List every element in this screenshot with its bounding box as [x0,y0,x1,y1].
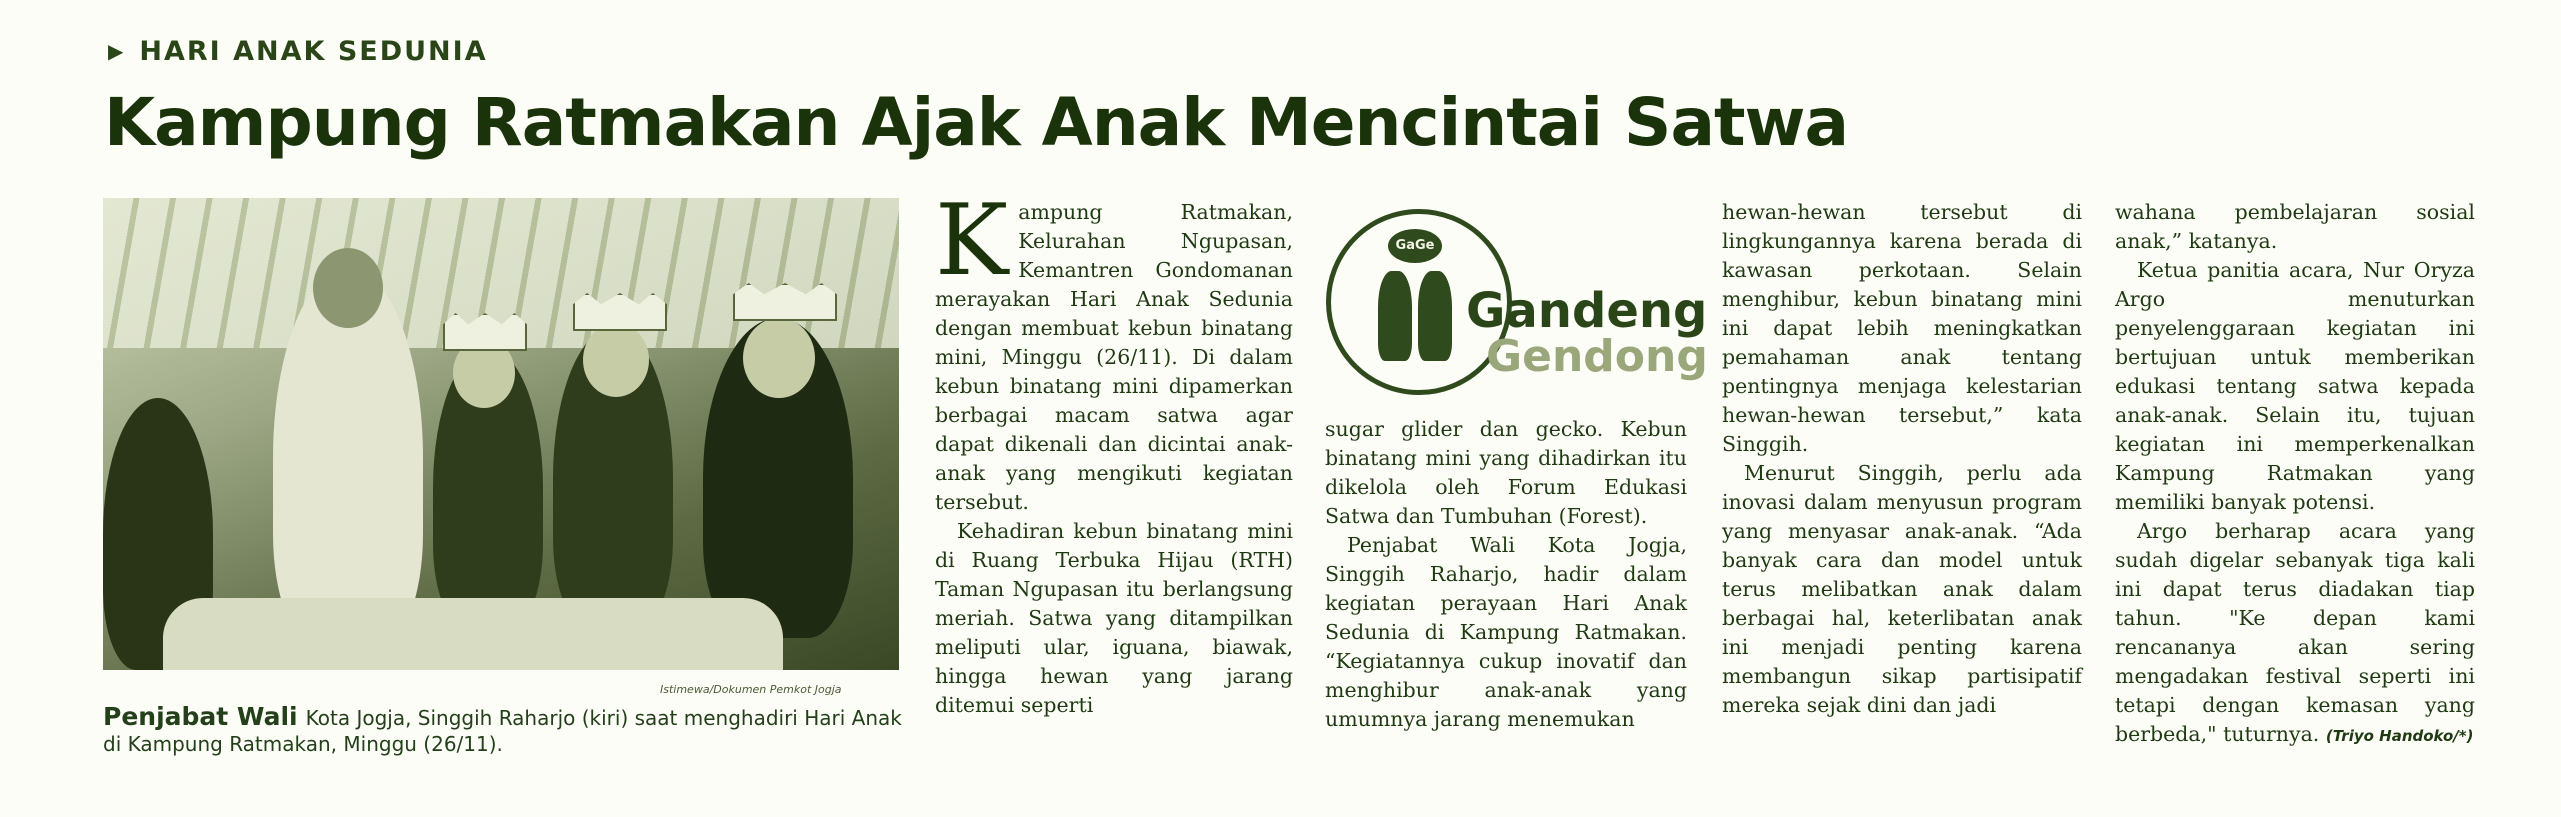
photo-crown [573,293,667,331]
kicker-text: HARI ANAK SEDUNIA [139,36,488,67]
drop-cap: K [935,184,1009,298]
article-paragraph: sugar glider dan gecko. Kebun binatang mini yang dihadirkan itu dikelola oleh Forum Edukasi Satwa dan Tumbuhan (Forest). [1325,417,1687,528]
article-column-1 [935,184,1293,720]
article-paragraph: hewan-hewan tersebut di lingkungannya karena berada di kawasan perkotaan. Selain menghibur, kebun binatang mini ini dapat lebih meningkatkan pemahaman anak tentang pentingnya menjaga kelestarian hewan-hewan tersebut,” kata Singgih. [1722,200,2082,456]
photo-credit: Istimewa/Dokumen Pemkot Jogja [660,683,842,696]
photo-crown [443,313,527,351]
logo-word-gandeng: Gandeng [1466,283,1708,339]
article-paragraph: Ketua panitia acara, Nur Oryza Argo menuturkan penyelenggaraan kegiatan ini bertujuan untuk memberikan edukasi tentang satwa kepada anak-anak. Selain itu, tujuan kegiatan ini memperkenalkan Kampung Ratmakan yang memiliki banyak potensi. [2115,258,2475,514]
article-paragraph: Kampung Ratmakan, Kelurahan Ngupasan, Kemantren Gondomanan merayakan Hari Anak Sedunia dengan membuat kebun binatang mini, Minggu (26/11). Di dalam kebun binatang mini dipamerkan berbagai macam satwa agar dapat dikenali dan dicintai anak-anak yang mengikuti kegiatan tersebut. [935,184,1293,514]
triangle-marker-icon: ▶ [108,39,126,63]
logo-person-icon [1378,271,1412,361]
author-credit: (Triyo Handoko/*) [2325,727,2474,745]
logo-word-gendong: Gendong [1486,331,1708,382]
caption-text: Kota Jogja, Singgih Raharjo (kiri) saat menghadiri Hari Anak di Kampung Ratmakan, Minggu (26/11). [103,706,902,756]
gandeng-gendong-logo [1318,205,1708,405]
photo-face [583,323,649,397]
article-paragraph: Kehadiran kebun binatang mini di Ruang Terbuka Hijau (RTH) Taman Ngupasan itu berlangsung meriah. Satwa yang ditampilkan meliputi ular, iguana, biawak, hingga hewan yang jarang ditemui seperti [935,519,1293,717]
logo-person-icon [1418,271,1452,361]
photo-table [163,598,783,670]
photo-face [313,248,383,328]
section-kicker [108,36,488,67]
photo-face [743,318,815,398]
article-paragraph: wahana pembelajaran sosial anak,” katanya. [2115,200,2475,253]
photo-caption [103,704,903,757]
article-paragraph: Argo berharap acara yang sudah digelar sebanyak tiga kali ini dapat terus diadakan tiap tahun. "Ke depan kami rencananya akan sering mengadakan festival seperti ini tetapi dengan kemasan yang berbeda," tuturnya. (Triyo Handoko/*) [2115,519,2475,746]
article-column-4 [2115,198,2475,751]
photo-crown [733,283,837,321]
article-photo [103,198,899,670]
caption-lead: Penjabat Wali [103,702,298,731]
logo-badge: GaGe [1388,229,1442,263]
article-column-2 [1325,415,1687,734]
article-paragraph: Penjabat Wali Kota Jogja, Singgih Raharjo, hadir dalam kegiatan perayaan Hari Anak Sedunia di Kampung Ratmakan. “Kegiatannya cukup inovatif dan menghibur anak-anak yang umumnya jarang menemukan [1325,533,1687,731]
article-headline: Kampung Ratmakan Ajak Anak Mencintai Satwa [104,84,1849,161]
article-column-3 [1722,198,2082,720]
article-paragraph: Menurut Singgih, perlu ada inovasi dalam menyusun program yang menyasar anak-anak. “Ada banyak cara dan model untuk terus melibatkan anak dalam berbagai hal, keterlibatan anak ini menjadi penting karena membangun sikap partisipatif mereka sejak dini dan jadi [1722,461,2082,717]
